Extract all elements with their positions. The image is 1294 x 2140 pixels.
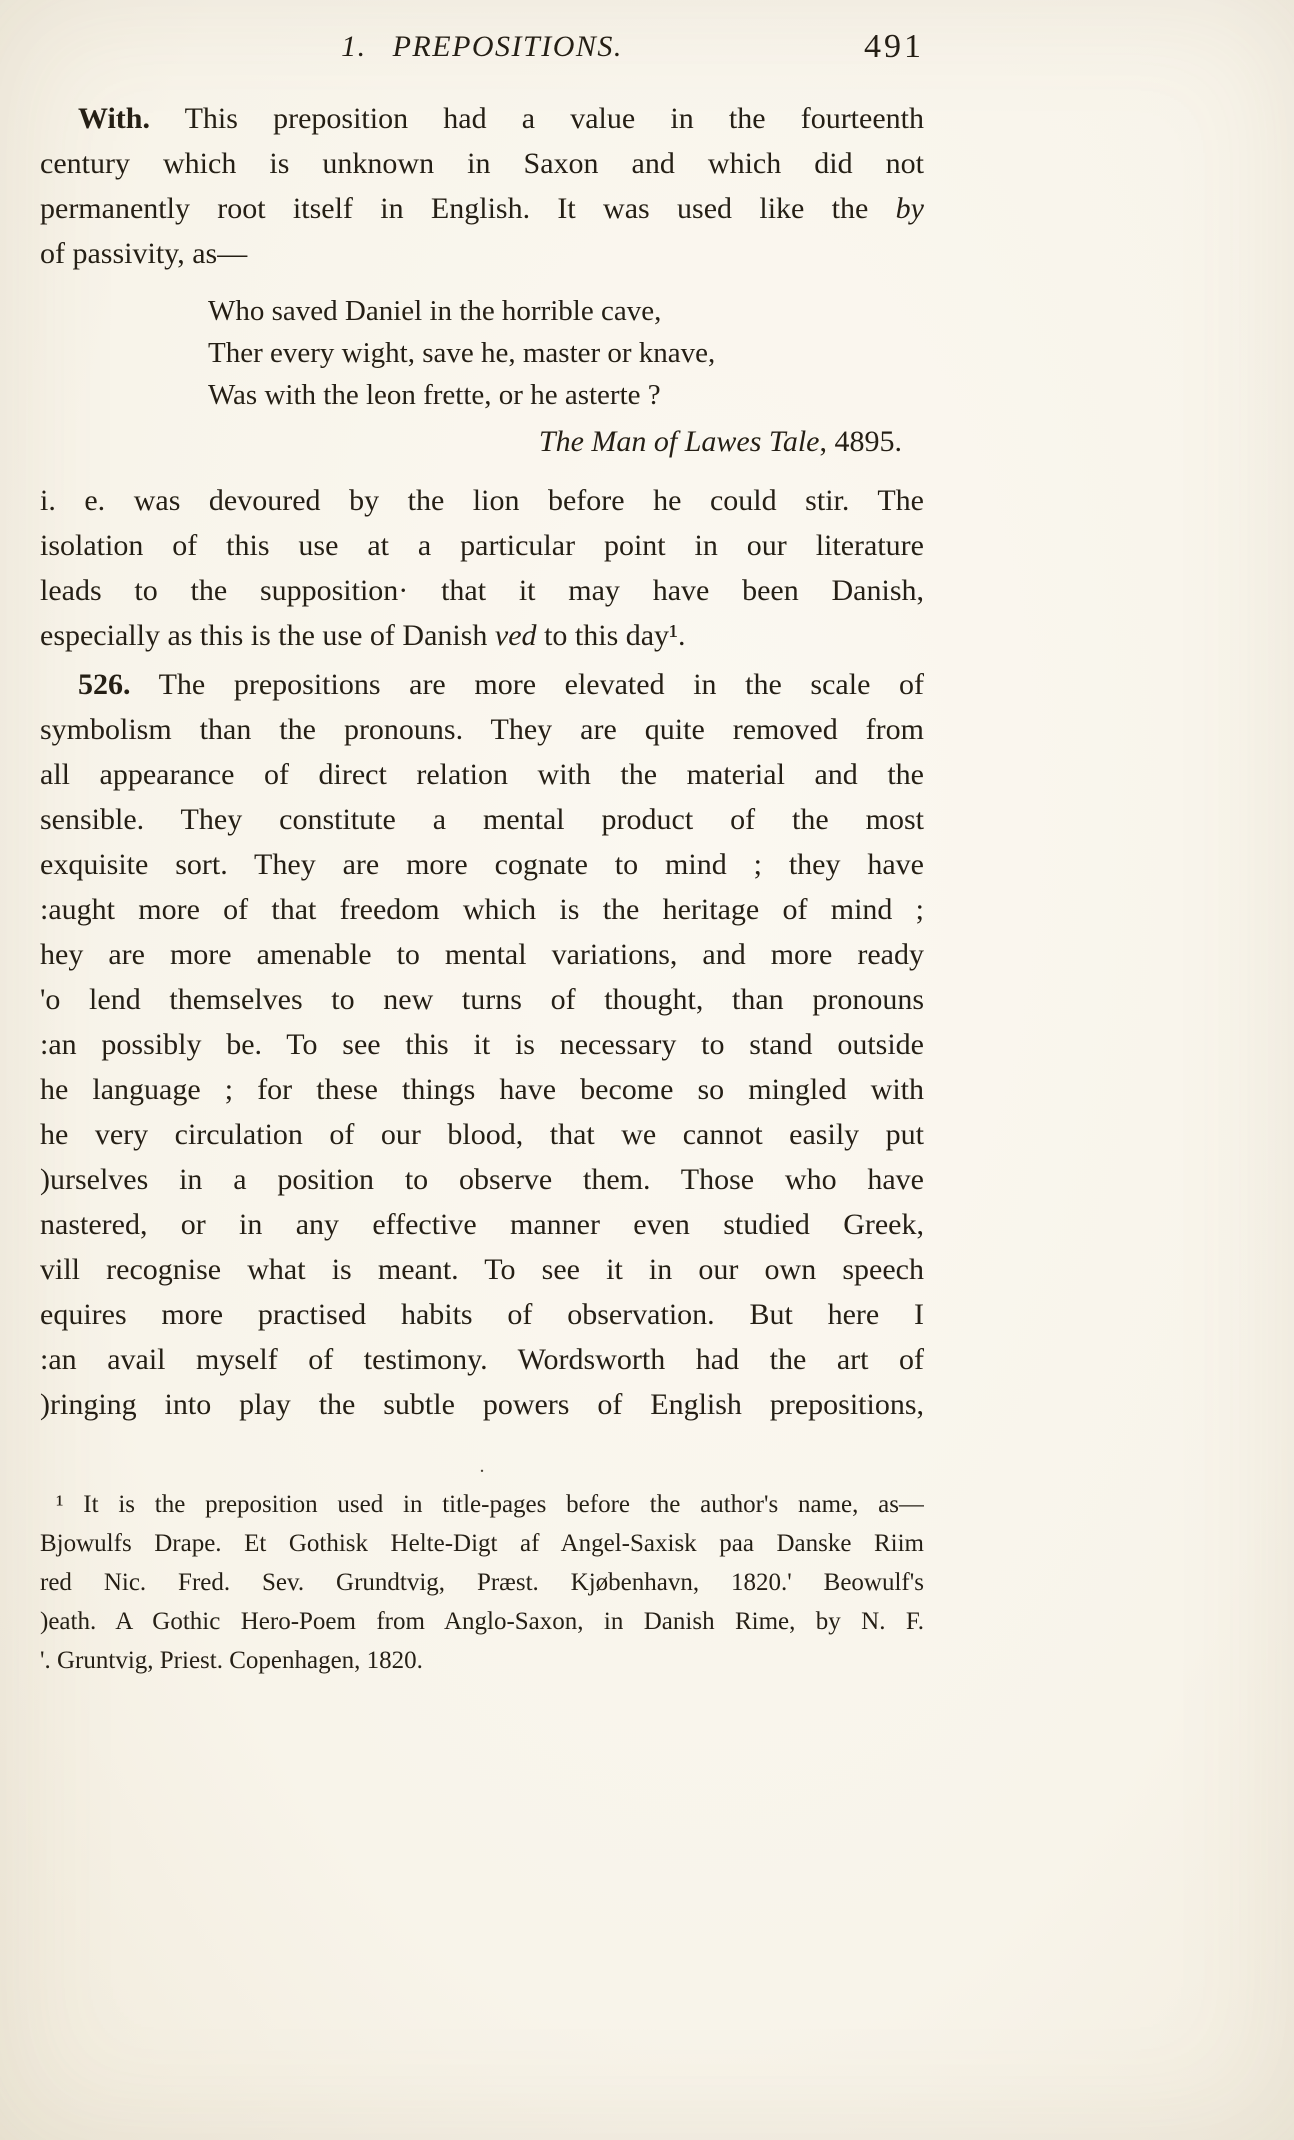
text-line: all appearance of direct relation with the material and the (40, 758, 924, 791)
footnote-line: )eath. A Gothic Hero-Poem from Anglo-Saxon, in Danish Rime, by N. F. (40, 1608, 924, 1635)
text-line: 'o lend themselves to new turns of thought, than pronouns (40, 983, 924, 1016)
chapter-heading (341, 30, 623, 64)
verse-quote (208, 290, 924, 416)
paragraph-ie (40, 478, 924, 658)
text-line (40, 96, 924, 141)
bold-text: With. (78, 102, 150, 135)
text-segment: to this day¹. (536, 619, 686, 652)
text-line: i. e. was devoured by the lion before he could stir. The (40, 484, 924, 517)
text-line: )ringing into play the subtle powers of English prepositions, (40, 1388, 924, 1421)
verse-line: Who saved Daniel in the horrible cave, (208, 295, 662, 327)
text-line: hey are more amenable to mental variations, and more ready (40, 938, 924, 971)
footnote-line: Bjowulfs Drape. Et Gothisk Helte-Digt af Angel-Saxisk paa Danske Riim (40, 1530, 924, 1557)
text-line: equires more practised habits of observation. But here I (40, 1298, 924, 1331)
footnote-separator-dot: . (479, 1455, 485, 1477)
text-segment: This preposition had a value in the fourteenth (149, 102, 924, 135)
verse-attribution (40, 420, 924, 464)
text-line: nastered, or in any effective manner even studied Greek, (40, 1208, 924, 1241)
text-segment: The prepositions are more elevated in the scale of (130, 668, 924, 701)
text-line: :an possibly be. To see this it is necessary to stand outside (40, 1028, 924, 1061)
chapter-title: PREPOSITIONS. (392, 30, 623, 63)
verse-line: Was with the leon frette, or he asterte ? (208, 379, 661, 411)
footnote-line: ¹ It is the preposition used in title-pages before the author's name, as— (56, 1491, 924, 1518)
paragraph-526 (40, 662, 924, 1427)
running-head (40, 30, 924, 72)
text-line: )urselves in a position to observe them. Those who have (40, 1163, 924, 1196)
text-line: leads to the supposition· that it may have been Danish, (40, 574, 924, 607)
text-line: :an avail myself of testimony. Wordsworth had the art of (40, 1343, 924, 1376)
text-line: he very circulation of our blood, that we cannot easily put (40, 1118, 924, 1151)
text-line: exquisite sort. They are more cognate to mind ; they have (40, 848, 924, 881)
text-line: he language ; for these things have become so mingled with (40, 1073, 924, 1106)
text-line: century which is unknown in Saxon and which did not (40, 147, 924, 180)
italic-text: by (895, 192, 924, 225)
bold-text: 526. (78, 668, 131, 701)
text-line (40, 186, 924, 231)
text-line: :aught more of that freedom which is the heritage of mind ; (40, 893, 924, 926)
text-line (40, 662, 924, 707)
paragraph-with (40, 96, 924, 276)
section-number: 1. (341, 30, 367, 63)
footnote-line: '. Gruntvig, Priest. Copenhagen, 1820. (40, 1647, 423, 1674)
text-segment: , 4895. (819, 425, 902, 458)
verse-line: Ther every wight, save he, master or knave, (208, 337, 716, 369)
footnote-line: red Nic. Fred. Sev. Grundtvig, Præst. Kjøbenhavn, 1820.' Beowulf's (40, 1569, 924, 1596)
text-line: symbolism than the pronouns. They are quite removed from (40, 713, 924, 746)
text-line: of passivity, as— (40, 237, 248, 270)
text-block (40, 0, 924, 1680)
text-segment: permanently root itself in English. It was used like the (40, 192, 896, 225)
italic-text: ved (494, 619, 537, 652)
text-line: vill recognise what is meant. To see it in our own speech (40, 1253, 924, 1286)
text-line: sensible. They constitute a mental product of the most (40, 803, 924, 836)
text-line (40, 613, 924, 658)
text-line: isolation of this use at a particular point in our literature (40, 529, 924, 562)
italic-text: The Man of Lawes Tale (538, 425, 820, 458)
footnote (40, 1485, 924, 1680)
page-number: 491 (864, 28, 924, 65)
text-segment: especially as this is the use of Danish (40, 619, 495, 652)
